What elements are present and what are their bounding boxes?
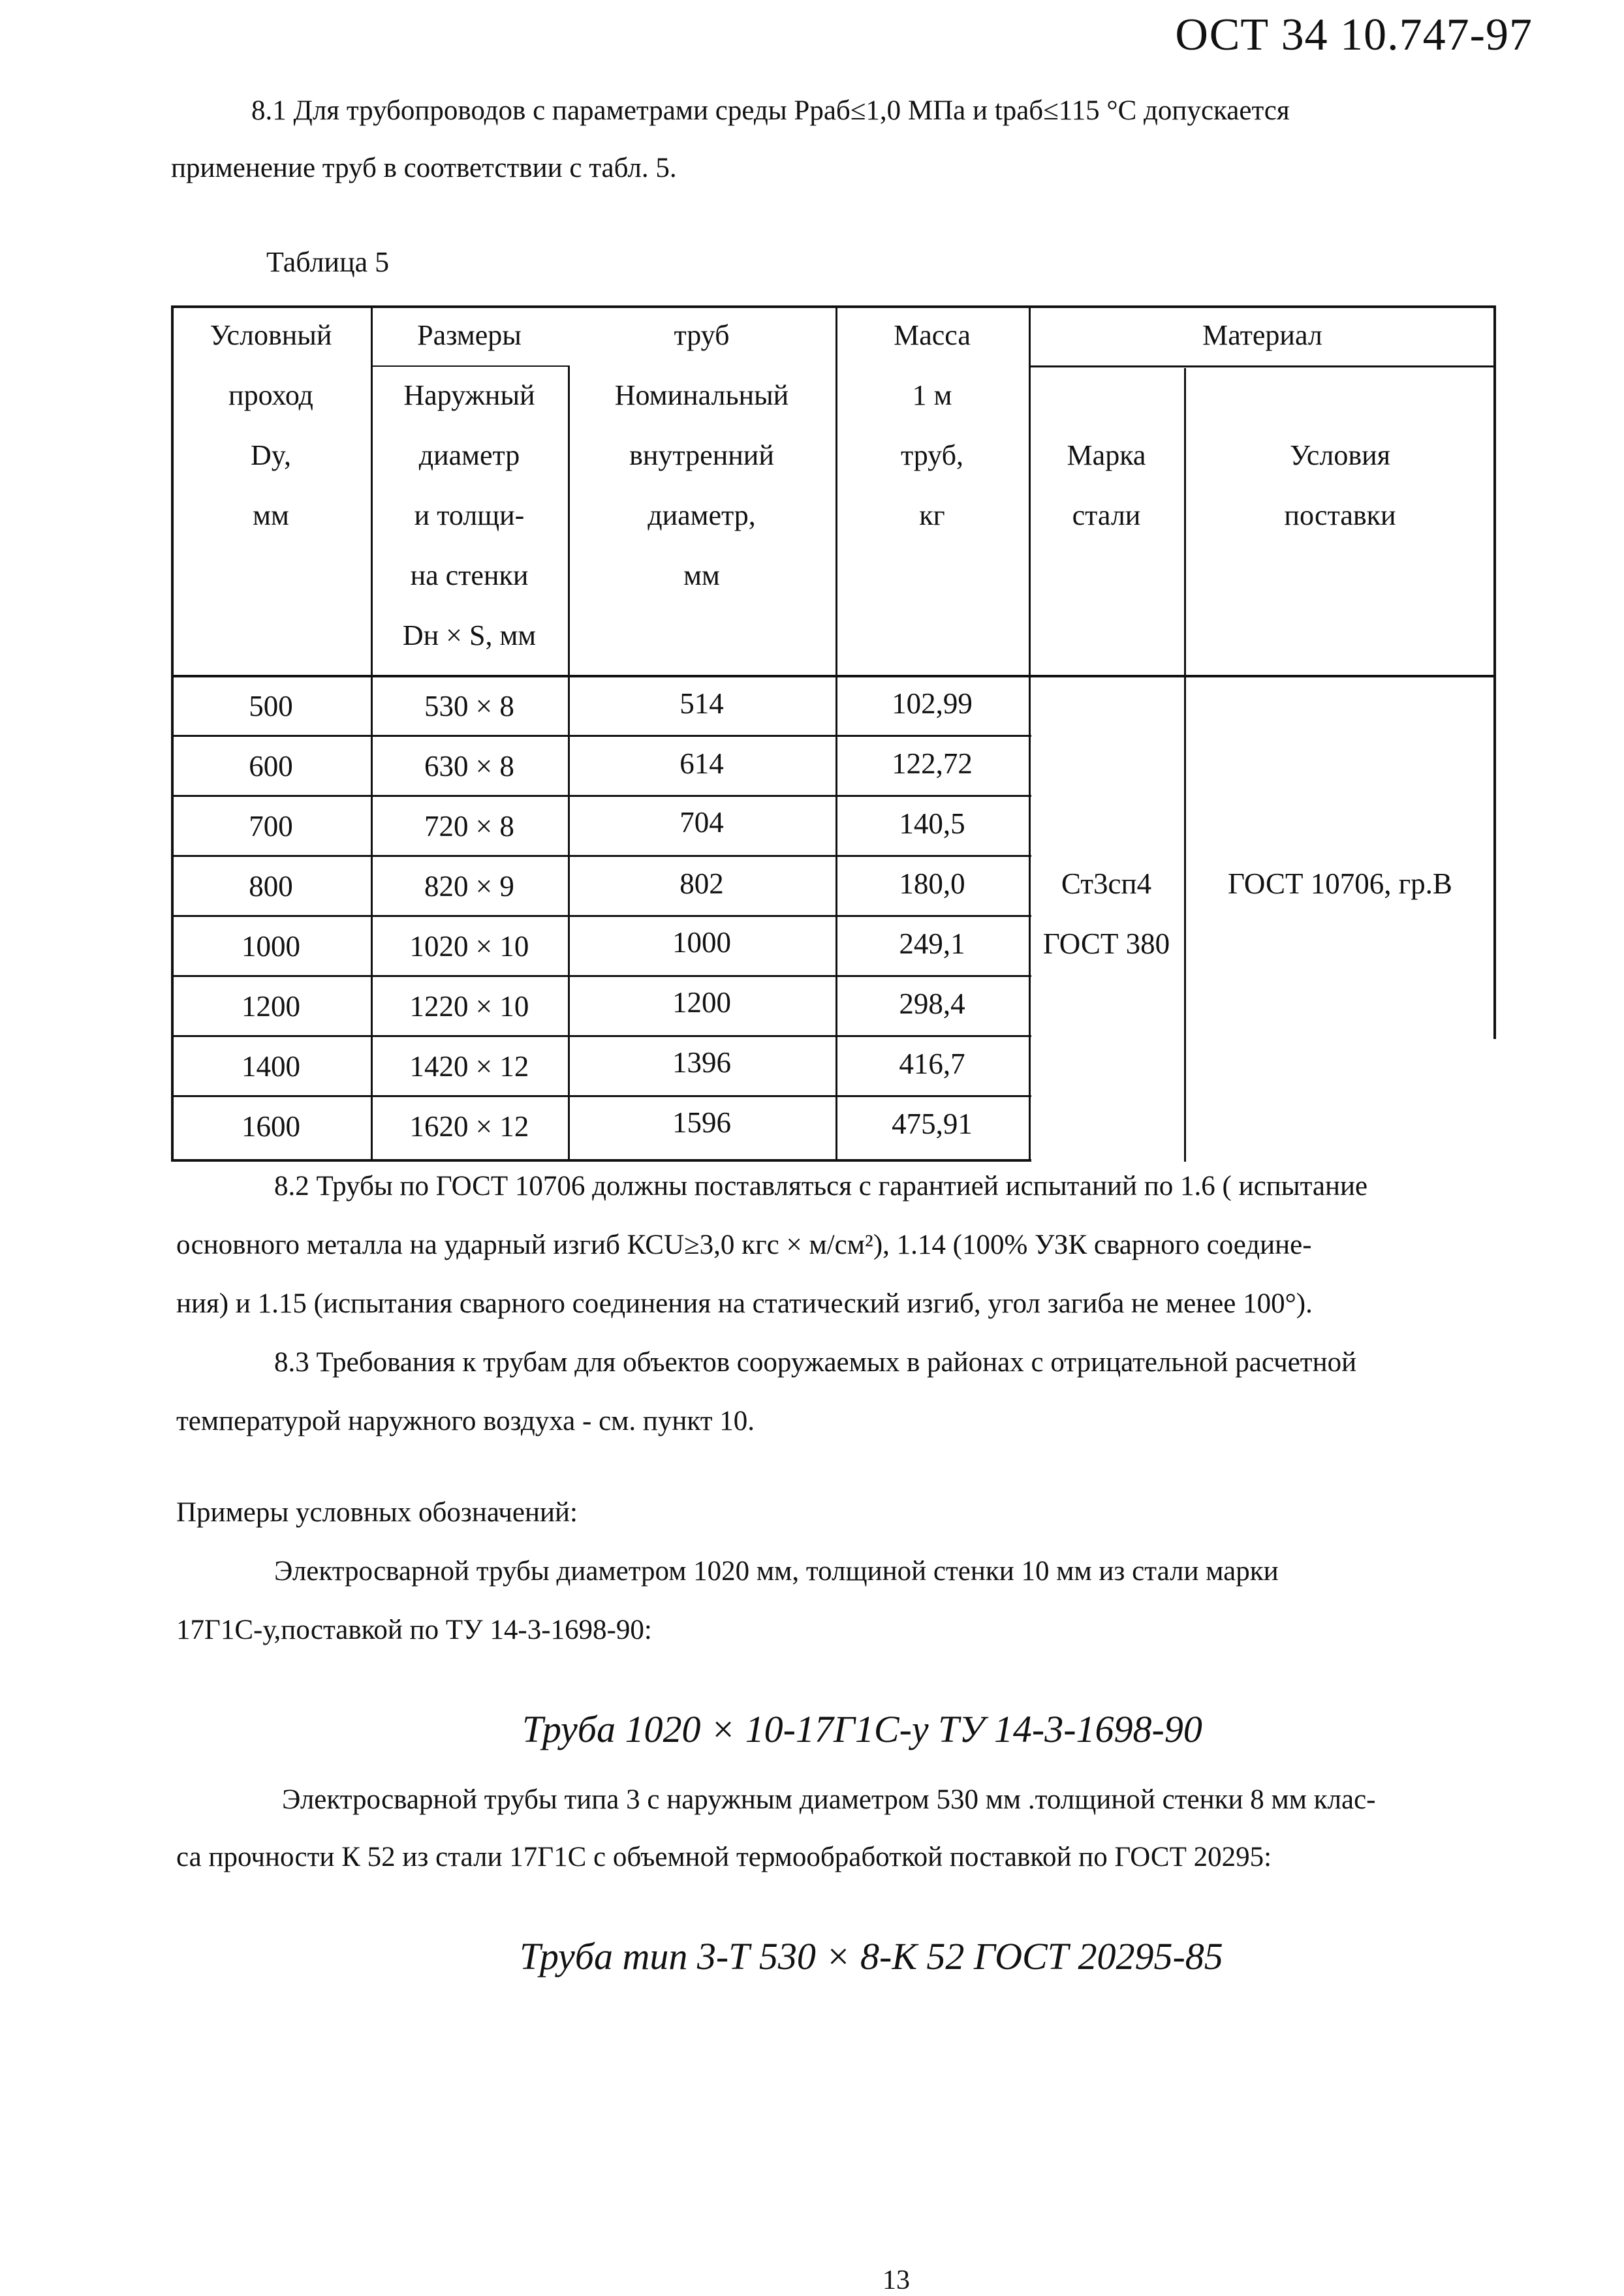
cell-dy: 1200 [242, 990, 300, 1023]
header-inner-diam-line-2: внутренний [629, 439, 774, 471]
cell-mass: 140,5 [899, 807, 965, 840]
cell-mass: 102,99 [892, 687, 973, 720]
cell-dn-s: 1220 × 10 [409, 990, 529, 1023]
header-delivery-line-2: поставки [1284, 499, 1396, 531]
cell-mass: 122,72 [892, 747, 973, 780]
cell-inner-diameter: 614 [679, 747, 724, 780]
example-1-designation: Труба 1020 × 10-17Г1С-у ТУ 14-3-1698-90 [522, 1708, 1202, 1750]
header-inner-diam-line-4: мм [683, 559, 720, 591]
section-8-1-line-1: 8.1 Для трубопроводов с параметрами среды Рраб≤1,0 МПа и tраб≤115 °С допускается [251, 95, 1290, 126]
page-number: 13 [882, 2265, 910, 2295]
cell-dn-s: 1020 × 10 [409, 930, 529, 963]
cell-dy: 1600 [242, 1110, 300, 1143]
header-outer-diam-line-1: Наружный [403, 379, 535, 411]
cell-inner-diameter: 514 [679, 687, 724, 720]
header-mass-line-4: кг [919, 499, 945, 531]
cell-dy: 1000 [242, 930, 300, 963]
cell-dn-s: 820 × 9 [424, 870, 514, 903]
cell-mass: 416,7 [899, 1047, 965, 1080]
header-inner-diam-line-1: Номинальный [614, 379, 789, 411]
section-8-3-line-2: температурой наружного воздуха - см. пункт 10. [176, 1406, 755, 1436]
cell-inner-diameter: 1596 [672, 1106, 731, 1139]
example-2-line-2: са прочности К 52 из стали 17Г1С с объемной термообработкой поставкой по ГОСТ 20295: [176, 1842, 1272, 1872]
cell-inner-diameter: 1396 [672, 1046, 731, 1079]
header-dy-line-2: проход [228, 379, 313, 411]
header-sizes-group-left: Размеры [417, 319, 522, 351]
examples-heading: Примеры условных обозначений: [176, 1497, 578, 1528]
steel-grade-line-2: ГОСТ 380 [1042, 927, 1170, 960]
cell-inner-diameter: 1000 [672, 926, 731, 959]
section-8-3-line-1: 8.3 Требования к трубам для объектов сооружаемых в районах с отрицательной расчетной [274, 1347, 1357, 1378]
header-mass-line-2: 1 м [912, 379, 952, 411]
cell-mass: 298,4 [899, 987, 965, 1020]
example-1-line-2: 17Г1С-у,поставкой по ТУ 14-3-1698-90: [176, 1615, 652, 1645]
cell-dn-s: 630 × 8 [424, 750, 514, 783]
header-outer-diam-line-4: на стенки [410, 559, 529, 591]
pipe-table [171, 305, 1496, 1162]
header-dy-line-1: Условный [210, 319, 332, 351]
table-caption: Таблица 5 [266, 246, 390, 278]
cell-dn-s: 1620 × 12 [409, 1110, 529, 1143]
cell-inner-diameter: 1200 [672, 986, 731, 1019]
cell-dn-s: 720 × 8 [424, 810, 514, 843]
section-8-2-line-3: ния) и 1.15 (испытания сварного соединения на статический изгиб, угол загиба не менее 100°). [176, 1288, 1313, 1319]
section-8-1-line-2: применение труб в соответствии с табл. 5. [171, 153, 677, 183]
header-dy-line-3: Dy, [251, 439, 291, 471]
example-1-line-1: Электросварной трубы диаметром 1020 мм, толщиной стенки 10 мм из стали марки [274, 1556, 1279, 1587]
delivery-conditions: ГОСТ 10706, гр.В [1228, 867, 1452, 900]
cell-mass: 249,1 [899, 927, 965, 960]
cell-mass: 180,0 [899, 867, 965, 900]
section-8-2-line-2: основного металла на ударный изгиб КСU≥3,0 кгс × м/см²), 1.14 (100% УЗК сварного соедине- [176, 1230, 1312, 1260]
cell-dn-s: 530 × 8 [424, 690, 514, 722]
section-8-2-line-1: 8.2 Трубы по ГОСТ 10706 должны поставляться с гарантией испытаний по 1.6 ( испытание [274, 1171, 1368, 1202]
header-material-group: Материал [1202, 319, 1322, 351]
header-outer-diam-line-3: и толщи- [414, 499, 525, 531]
header-steel-grade-line-2: стали [1072, 499, 1141, 531]
example-2-line-1: Электросварной трубы типа 3 с наружным диаметром 530 мм .толщиной стенки 8 мм клас- [282, 1784, 1376, 1815]
header-mass-line-3: труб, [901, 439, 963, 471]
header-dy-line-4: мм [253, 499, 289, 531]
cell-inner-diameter: 802 [679, 867, 724, 900]
cell-dy: 500 [249, 690, 293, 722]
header-outer-diam-line-5: Dн × S, мм [402, 619, 537, 651]
cell-inner-diameter: 704 [679, 806, 724, 839]
cell-dy: 1400 [242, 1050, 300, 1083]
header-delivery-line-1: Условия [1290, 439, 1390, 471]
header-mass-line-1: Масса [894, 319, 971, 351]
header-outer-diam-line-2: диаметр [418, 439, 520, 471]
header-inner-diam-line-3: диаметр, [648, 499, 756, 531]
cell-dy: 700 [249, 810, 293, 843]
header-sizes-group-right: труб [674, 319, 730, 351]
steel-grade-line-1: Ст3сп4 [1061, 867, 1152, 900]
cell-mass: 475,91 [892, 1108, 973, 1140]
cell-dy: 600 [249, 750, 293, 783]
cell-dn-s: 1420 × 12 [409, 1050, 529, 1083]
header-steel-grade-line-1: Марка [1067, 439, 1146, 471]
example-2-designation: Труба тип 3-Т 530 × 8-К 52 ГОСТ 20295-85 [520, 1935, 1223, 1978]
document-number: ОСТ 34 10.747-97 [1175, 10, 1533, 60]
cell-dy: 800 [249, 870, 293, 903]
